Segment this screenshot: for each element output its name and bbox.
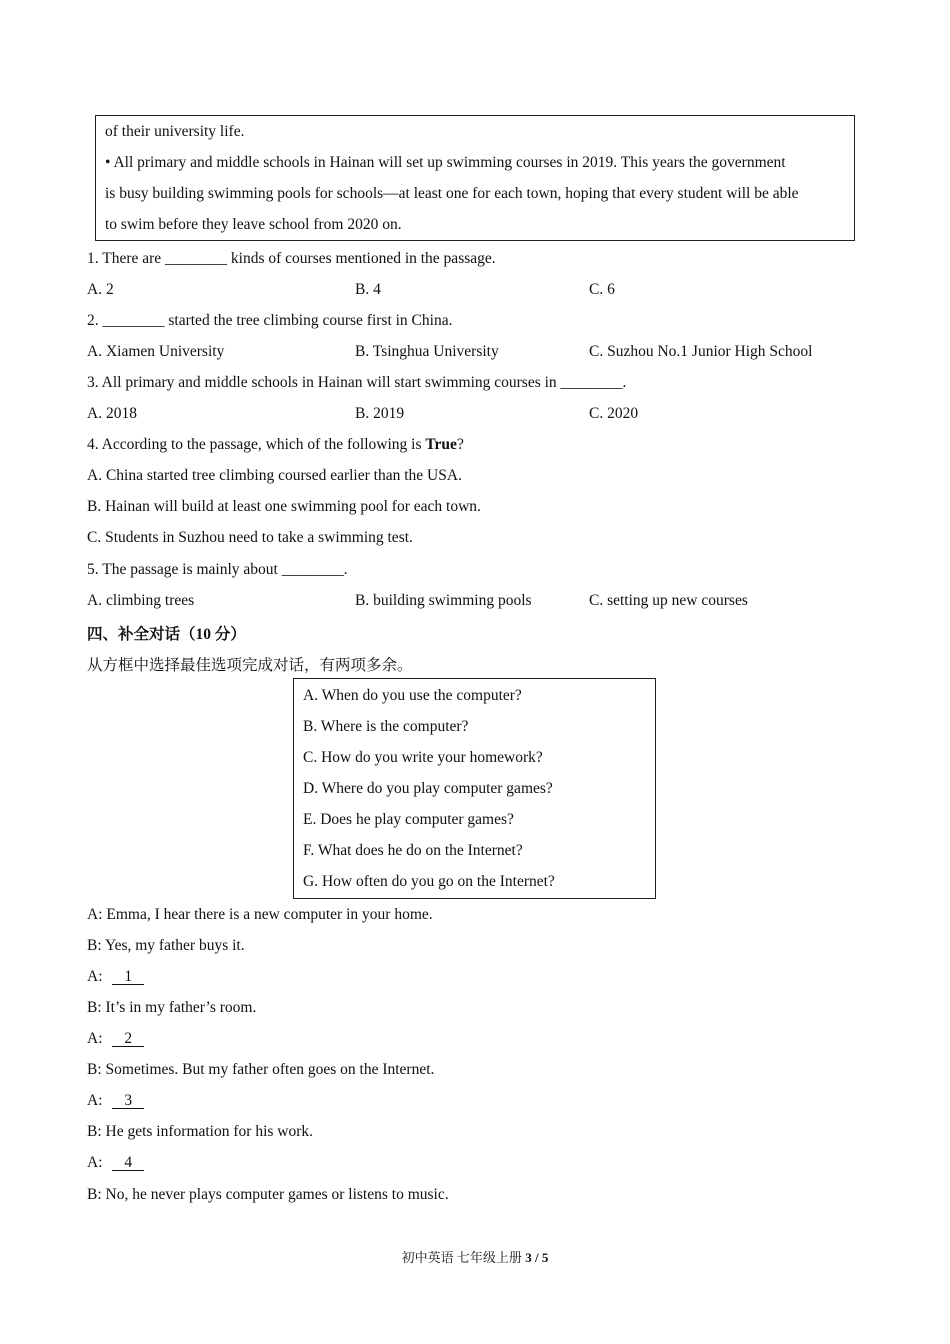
- dialogue-line: [87, 968, 144, 986]
- passage-box: [95, 115, 855, 241]
- speaker-label: A:: [87, 968, 103, 985]
- question-stem-text: 4. According to the passage, which of the following is: [87, 436, 426, 453]
- question-stem: 2. ________ started the tree climbing course first in China.: [87, 312, 453, 329]
- passage-line: to swim before they leave school from 2020 on.: [105, 216, 402, 233]
- choice-item: C. How do you write your homework?: [303, 749, 543, 766]
- speaker-label: A:: [87, 1154, 103, 1171]
- speaker-label: A:: [87, 1092, 103, 1109]
- page-total: 5: [541, 1250, 549, 1265]
- choice-item: G. How often do you go on the Internet?: [303, 873, 555, 890]
- question-option: A. China started tree climbing coursed earlier than the USA.: [87, 467, 462, 484]
- question-option: A. climbing trees: [87, 592, 195, 609]
- speaker-label: A:: [87, 1030, 103, 1047]
- dialogue-line: B: He gets information for his work.: [87, 1123, 314, 1140]
- question-stem: [87, 436, 464, 454]
- section-title: 四、补全对话（10 分）: [87, 626, 246, 643]
- question-option: C. setting up new courses: [589, 592, 748, 609]
- page-separator: /: [534, 1250, 539, 1265]
- question-option: A. Xiamen University: [87, 343, 225, 360]
- page-footer: [0, 1247, 950, 1266]
- question-stem: 3. All primary and middle schools in Hainan will start swimming courses in ________.: [87, 374, 627, 391]
- question-option: C. Students in Suzhou need to take a swimming test.: [87, 529, 413, 546]
- question-option: C. 6: [589, 281, 615, 298]
- dialogue-line: B: Sometimes. But my father often goes on the Internet.: [87, 1061, 435, 1078]
- answer-blank: 3: [112, 1093, 144, 1109]
- question-option: B. 2019: [355, 405, 405, 422]
- page-number: 3: [525, 1250, 532, 1265]
- passage-line: • All primary and middle schools in Hainan will set up swimming courses in 2019. This years the government: [105, 154, 786, 171]
- passage-line: of their university life.: [105, 123, 245, 140]
- choice-item: F. What does he do on the Internet?: [303, 842, 523, 859]
- question-stem-text: ?: [456, 436, 464, 453]
- footer-label: 初中英语 七年级上册: [401, 1250, 522, 1265]
- section-instruction: 从方框中选择最佳选项完成对话，有两项多余。: [87, 657, 413, 674]
- dialogue-line: [87, 1092, 144, 1110]
- question-stem: 5. The passage is mainly about ________.: [87, 561, 348, 578]
- choice-item: A. When do you use the computer?: [303, 687, 522, 704]
- question-option: C. 2020: [589, 405, 639, 422]
- question-stem-emphasis: True: [425, 436, 457, 453]
- answer-blank: 4: [112, 1155, 144, 1171]
- dialogue-line: B: Yes, my father buys it.: [87, 937, 245, 954]
- dialogue-line: [87, 1030, 144, 1048]
- dialogue-line: B: It’s in my father’s room.: [87, 999, 257, 1016]
- choice-item: D. Where do you play computer games?: [303, 780, 553, 797]
- question-option: A. 2: [87, 281, 114, 298]
- dialogue-line: [87, 1154, 144, 1172]
- question-stem: 1. There are ________ kinds of courses mentioned in the passage.: [87, 250, 496, 267]
- choices-box: [293, 678, 656, 899]
- question-option: C. Suzhou No.1 Junior High School: [589, 343, 813, 360]
- dialogue-line: A: Emma, I hear there is a new computer in your home.: [87, 906, 433, 923]
- choice-item: E. Does he play computer games?: [303, 811, 514, 828]
- answer-blank: 1: [112, 969, 144, 985]
- question-option: B. Tsinghua University: [355, 343, 499, 360]
- answer-blank: 2: [112, 1031, 144, 1047]
- question-option: B. Hainan will build at least one swimming pool for each town.: [87, 498, 481, 515]
- choice-item: B. Where is the computer?: [303, 718, 469, 735]
- question-option: B. building swimming pools: [355, 592, 532, 609]
- question-option: B. 4: [355, 281, 381, 298]
- passage-line: is busy building swimming pools for schools—at least one for each town, hoping that every student will be able: [105, 185, 799, 202]
- dialogue-line: B: No, he never plays computer games or listens to music.: [87, 1186, 449, 1203]
- question-option: A. 2018: [87, 405, 137, 422]
